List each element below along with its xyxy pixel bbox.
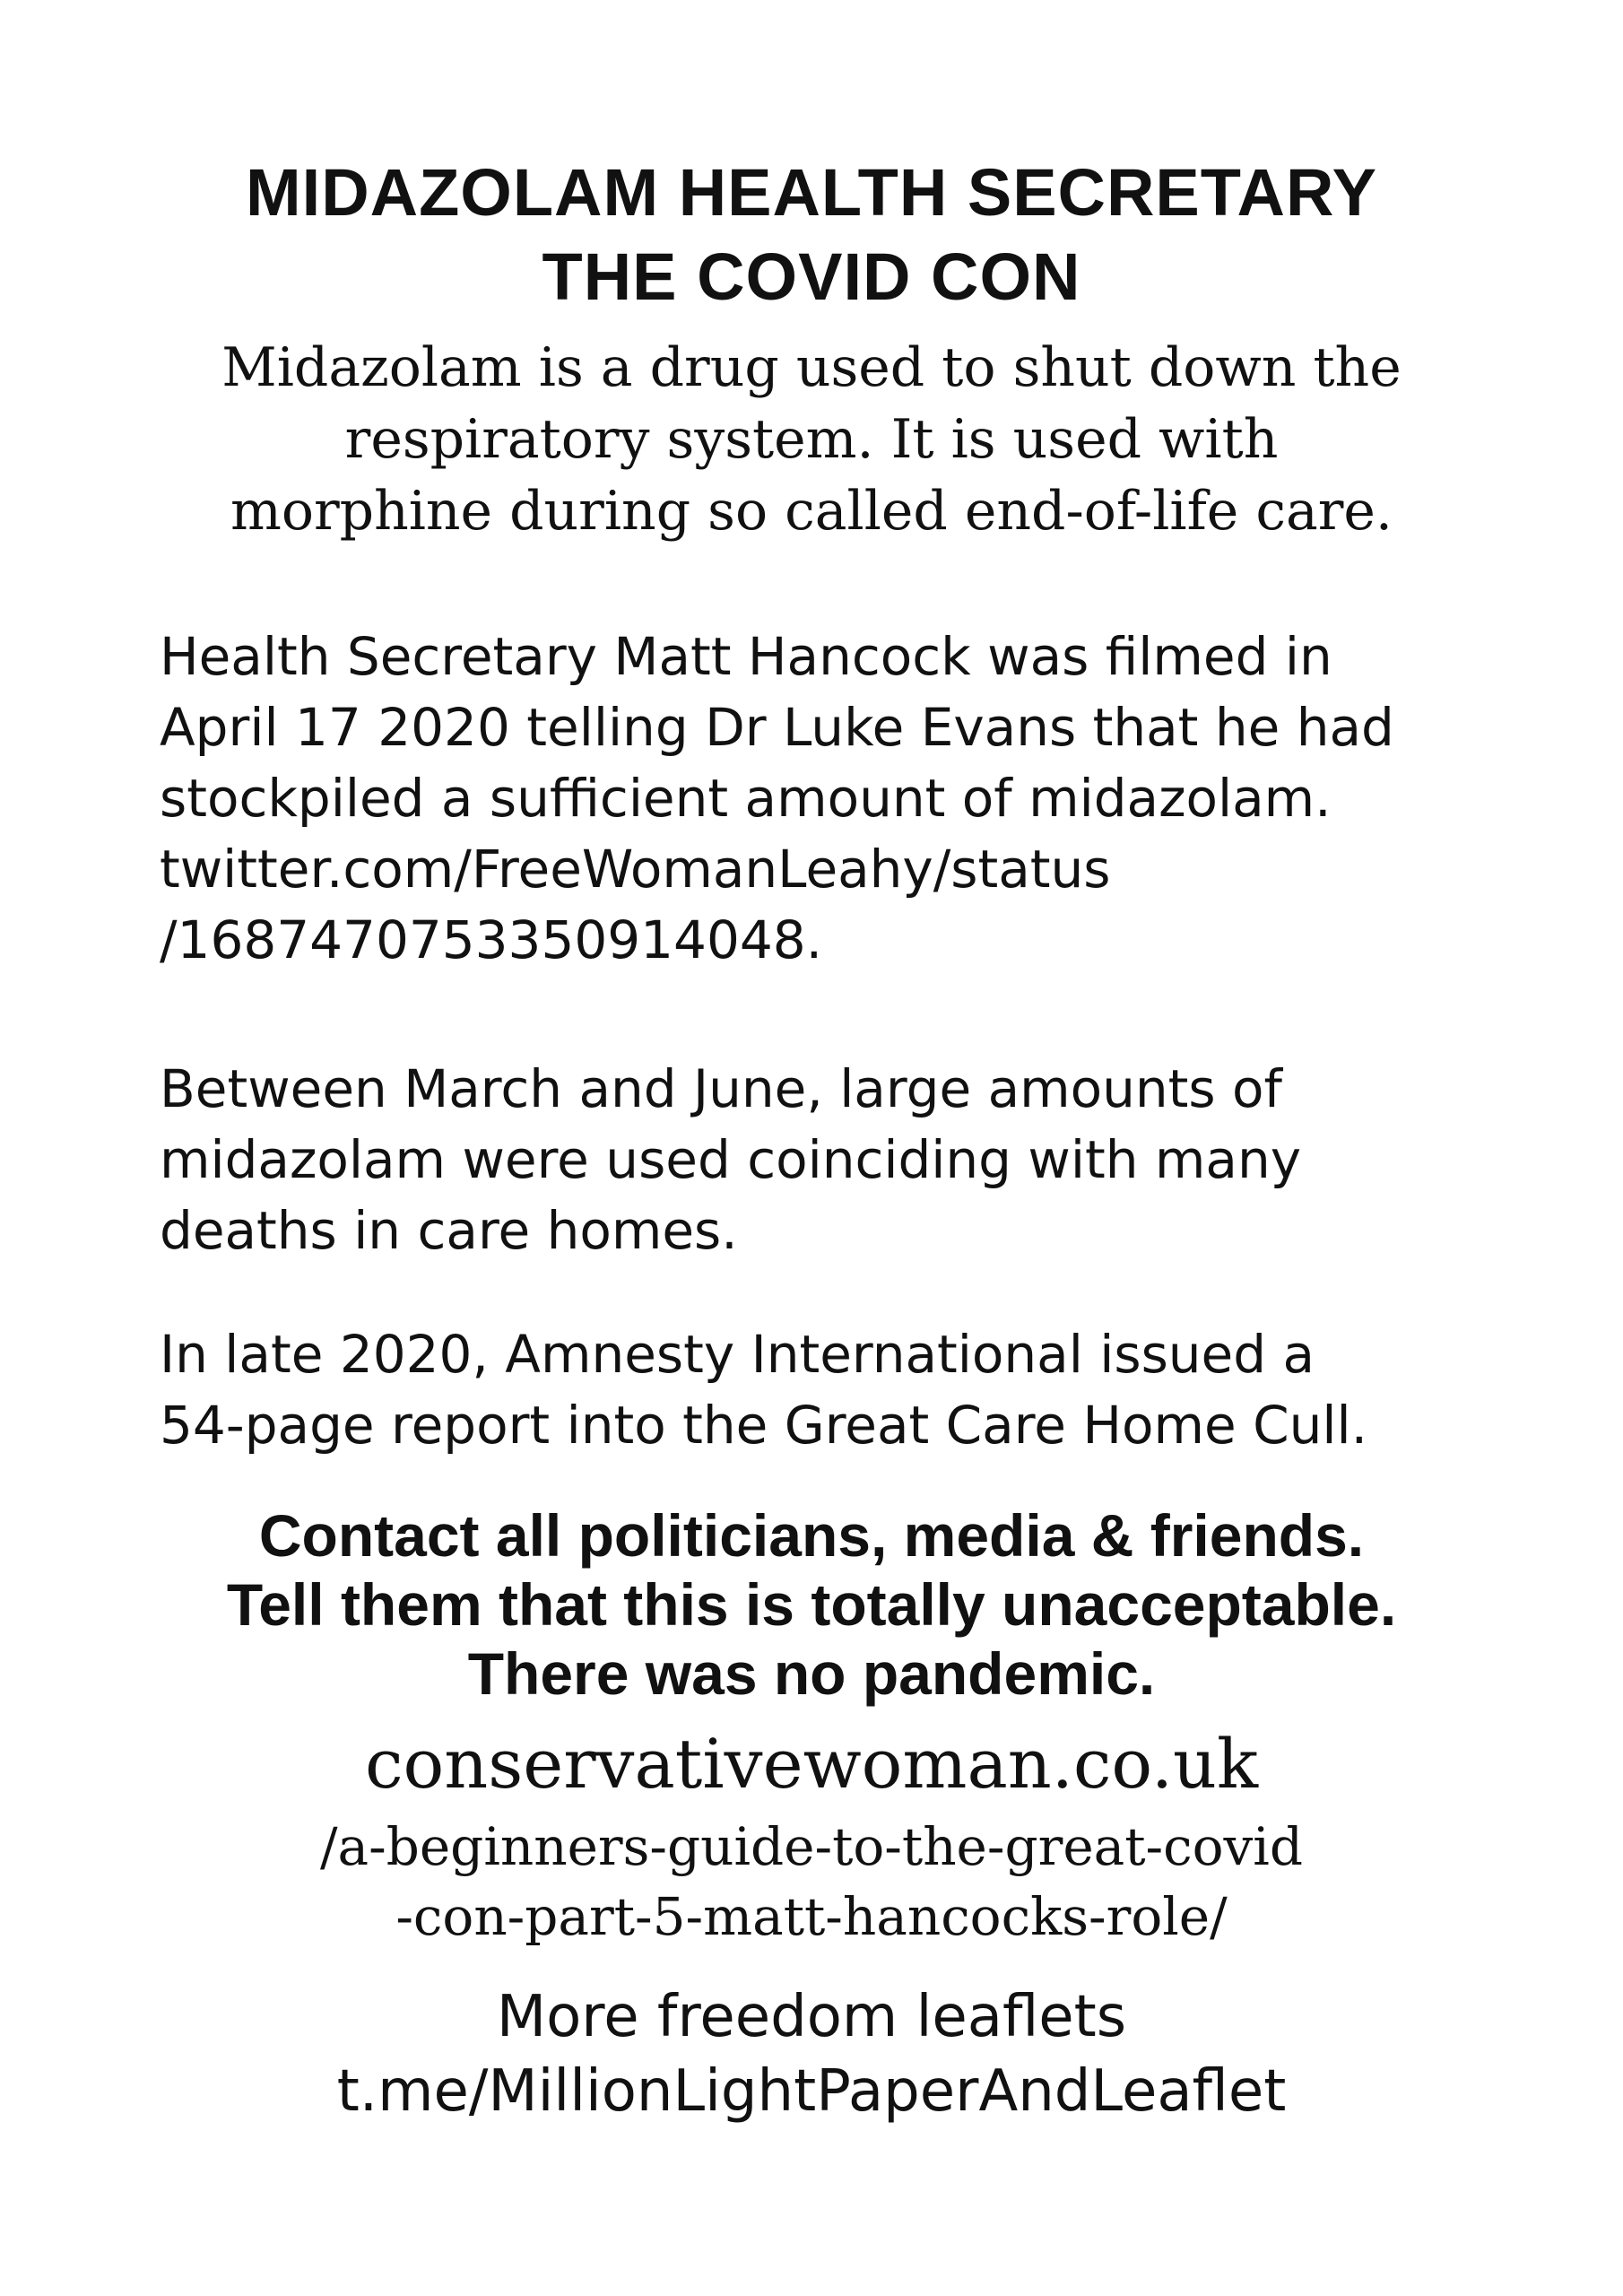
paragraph-2-line-2: midazolam were used coinciding with many xyxy=(160,1129,1302,1190)
paragraph-1-line-2: April 17 2020 telling Dr Luke Evans that he had xyxy=(160,697,1394,758)
title-line-2: THE COVID CON xyxy=(542,239,1081,314)
source-path-line-2: -con-part-5-matt-hancocks-role/ xyxy=(395,1886,1228,1947)
paragraph-2-line-1: Between March and June, large amounts of xyxy=(160,1058,1282,1119)
title-line-1: MIDAZOLAM HEALTH SECRETARY xyxy=(246,155,1377,230)
source-domain: conservativewoman.co.uk xyxy=(364,1724,1258,1804)
paragraph-3-line-2: 54-page report into the Great Care Home Cull. xyxy=(160,1395,1368,1456)
twitter-link-line-2: /1687470753350914048. xyxy=(160,909,823,970)
cta-line-1: Contact all politicians, media & friends. xyxy=(258,1502,1365,1569)
telegram-link: t.me/MillionLightPaperAndLeaflet xyxy=(336,2058,1287,2125)
intro-line-2: respiratory system. It is used with xyxy=(344,408,1279,471)
twitter-link-line-1: twitter.com/FreeWomanLeahy/status xyxy=(160,839,1111,900)
paragraph-1-line-1: Health Secretary Matt Hancock was filmed in xyxy=(160,626,1332,687)
intro-line-3: morphine during so called end-of-life care. xyxy=(230,480,1393,543)
footer-line-1: More freedom leaflets xyxy=(496,1984,1127,2050)
paragraph-3-line-1: In late 2020, Amnesty International issued a xyxy=(160,1324,1315,1385)
intro-line-1: Midazolam is a drug used to shut down the xyxy=(221,336,1402,399)
paragraph-1-line-3: stockpiled a sufficient amount of midazolam. xyxy=(160,768,1332,829)
source-path-line-1: /a-beginners-guide-to-the-great-covid xyxy=(320,1816,1303,1877)
paragraph-2-line-3: deaths in care homes. xyxy=(160,1200,738,1261)
cta-line-2: Tell them that this is totally unacceptable. xyxy=(226,1571,1397,1638)
cta-line-3: There was no pandemic. xyxy=(467,1640,1156,1707)
